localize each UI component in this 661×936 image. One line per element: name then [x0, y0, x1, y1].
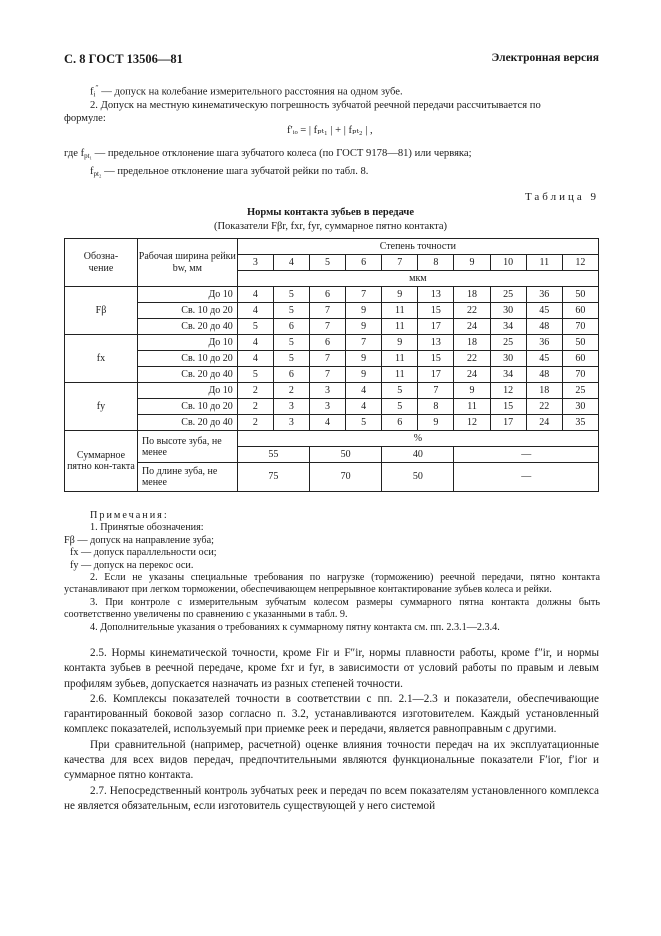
value-cell: 8	[418, 399, 454, 415]
height-val-9-12: —	[454, 447, 599, 463]
table-row	[65, 303, 599, 319]
value-cell: 36	[526, 287, 562, 303]
value-cell: 35	[562, 415, 598, 431]
table-row	[65, 399, 599, 415]
where-line1: где $f_{pt_1}$ — предельное отклонение шага зубчатого колеса (по ГОСТ 9178—81) или червяка;	[64, 148, 472, 160]
value-cell: 11	[382, 319, 418, 335]
value-cell: 60	[562, 351, 598, 367]
note-1c: fy — допуск на перекос оси.	[70, 559, 194, 571]
value-cell: 25	[490, 287, 526, 303]
value-cell: 30	[490, 351, 526, 367]
table-subtitle: (Показатели Fβr, fxr, fyr, суммарное пятно контакта)	[213, 221, 448, 232]
value-cell: 3	[273, 415, 309, 431]
value-cell: 6	[273, 319, 309, 335]
value-cell: 9	[346, 319, 382, 335]
note-1a: Fβ — допуск на направление зуба;	[64, 534, 214, 546]
value-cell: 11	[382, 367, 418, 383]
group-symbol: fy	[65, 383, 138, 431]
value-cell: 17	[418, 319, 454, 335]
table-row	[65, 335, 599, 351]
width-range: Св. 20 до 40	[137, 319, 237, 335]
width-range: До 10	[137, 287, 237, 303]
value-cell: 50	[562, 335, 598, 351]
length-label: По длине зуба, не менее	[137, 463, 237, 492]
value-cell: 4	[346, 399, 382, 415]
value-cell: 7	[309, 319, 345, 335]
value-cell: 24	[454, 319, 490, 335]
value-cell: 6	[273, 367, 309, 383]
value-cell: 9	[346, 303, 382, 319]
degree-header: 9	[454, 255, 490, 271]
value-cell: 2	[237, 383, 273, 399]
value-cell: 4	[237, 335, 273, 351]
value-cell: 9	[418, 415, 454, 431]
height-label: По высоте зуба, не менее	[137, 431, 237, 463]
value-cell: 6	[382, 415, 418, 431]
body-text	[64, 646, 599, 814]
table-row	[65, 383, 599, 399]
para-2-5: 2.5. Нормы кинематической точности, кроме Fir и F″ir, нормы плавности работы, кроме f″ir, и нормы контакта зубьев в реечной передаче, кроме fxr и fyr, в зависимости от условий работы по правым и левым профилям зубьев, допускается назначать из разных степеней точности.	[64, 647, 599, 690]
value-cell: 11	[454, 399, 490, 415]
group-symbol: Fβ	[65, 287, 138, 335]
where-line2: $f_{pt_2}$ — предельное отклонение шага зубчатой рейки по табл. 8.	[90, 166, 369, 178]
table-row	[65, 415, 599, 431]
value-cell: 9	[454, 383, 490, 399]
degree-header: 8	[418, 255, 454, 271]
table-row	[65, 351, 599, 367]
value-cell: 7	[309, 367, 345, 383]
value-cell: 13	[418, 335, 454, 351]
value-cell: 12	[454, 415, 490, 431]
value-cell: 2	[273, 383, 309, 399]
width-range: До 10	[137, 335, 237, 351]
value-cell: 7	[346, 335, 382, 351]
value-cell: 6	[309, 287, 345, 303]
value-cell: 5	[273, 303, 309, 319]
value-cell: 7	[309, 351, 345, 367]
value-cell: 34	[490, 319, 526, 335]
page-header-right: Электронная версия	[491, 52, 599, 64]
value-cell: 5	[237, 319, 273, 335]
value-cell: 4	[309, 415, 345, 431]
width-range: До 10	[137, 383, 237, 399]
table-row	[65, 367, 599, 383]
value-cell: 24	[454, 367, 490, 383]
width-range: Св. 10 до 20	[137, 399, 237, 415]
percent-label: %	[237, 431, 598, 447]
header-unit: мкм	[237, 271, 598, 287]
width-range: Св. 10 до 20	[137, 351, 237, 367]
height-val-5-6: 50	[309, 447, 381, 463]
para2-line2: формуле:	[64, 113, 106, 124]
value-cell: 2	[237, 399, 273, 415]
value-cell: 11	[382, 303, 418, 319]
value-cell: 4	[346, 383, 382, 399]
table-title: Нормы контакта зубьев в передаче	[247, 207, 414, 218]
width-range: Св. 20 до 40	[137, 415, 237, 431]
para2-line1: 2. Допуск на местную кинематическую погрешность зубчатой реечной передачи рассчитывается по	[90, 100, 541, 111]
degree-header: 10	[490, 255, 526, 271]
value-cell: 18	[526, 383, 562, 399]
header-width: Рабочая ширина рейки bw, мм	[137, 239, 237, 287]
value-cell: 45	[526, 351, 562, 367]
value-cell: 5	[382, 383, 418, 399]
value-cell: 4	[237, 287, 273, 303]
value-cell: 2	[237, 415, 273, 431]
table-row	[65, 287, 599, 303]
value-cell: 18	[454, 287, 490, 303]
value-cell: 17	[490, 415, 526, 431]
length-val-7-8: 50	[382, 463, 454, 492]
degree-header: 12	[562, 255, 598, 271]
value-cell: 60	[562, 303, 598, 319]
length-val-9-12: —	[454, 463, 599, 492]
degree-header: 11	[526, 255, 562, 271]
para-compare: При сравнительной (например, расчетной) оценке влияния точности передач на их эксплуатационные качества для всех видов передач, предпочтительными являются функциональные показатели F′ior, f′ior и суммарное пятно контакта.	[64, 738, 599, 782]
value-cell: 70	[562, 319, 598, 335]
contact-label: Суммарное пятно кон-такта	[65, 431, 138, 492]
value-cell: 5	[273, 335, 309, 351]
para-2-6: 2.6. Комплексы показателей точности в соответствии с пп. 2.1—2.3 и показатели, обеспечивающие гарантированный боковой зазор согласно п. 3.2, устанавливаются изготовителем. Каждый установленный комплекс показателей, используемый при приемке реек и передачи, является равноправным с другими.	[64, 692, 599, 736]
value-cell: 3	[273, 399, 309, 415]
value-cell: 7	[418, 383, 454, 399]
degree-header: 7	[382, 255, 418, 271]
value-cell: 7	[309, 303, 345, 319]
degree-header: 3	[237, 255, 273, 271]
value-cell: 4	[237, 303, 273, 319]
accuracy-table	[64, 238, 599, 492]
height-val-3-4: 55	[237, 447, 309, 463]
value-cell: 9	[382, 335, 418, 351]
value-cell: 3	[309, 399, 345, 415]
value-cell: 13	[418, 287, 454, 303]
width-range: Св. 10 до 20	[137, 303, 237, 319]
degree-header: 5	[309, 255, 345, 271]
note-4: 4. Дополнительные указания о требованиях к суммарному пятну контакта см. пп. 2.3.1—2.3.4.	[90, 621, 500, 633]
value-cell: 22	[454, 351, 490, 367]
value-cell: 45	[526, 303, 562, 319]
notes-title: Примечания:	[90, 510, 169, 521]
value-cell: 3	[309, 383, 345, 399]
value-cell: 34	[490, 367, 526, 383]
value-cell: 17	[418, 367, 454, 383]
value-cell: 9	[346, 351, 382, 367]
table-label: Таблица 9	[524, 191, 599, 203]
value-cell: 70	[562, 367, 598, 383]
value-cell: 30	[562, 399, 598, 415]
height-val-7-8: 40	[382, 447, 454, 463]
value-cell: 36	[526, 335, 562, 351]
width-range: Св. 20 до 40	[137, 367, 237, 383]
value-cell: 18	[454, 335, 490, 351]
header-degree: Степень точности	[237, 239, 598, 255]
degree-header: 6	[346, 255, 382, 271]
value-cell: 5	[237, 367, 273, 383]
notes-block	[64, 510, 600, 634]
value-cell: 11	[382, 351, 418, 367]
value-cell: 9	[346, 367, 382, 383]
note-2: 2. Если не указаны специальные требования по нагрузке (торможению) реечной передачи, пятно контакта устанавливают при легком торможении, обеспечивающем непрерывное контактирование зубьев колеса и рейки.	[64, 572, 600, 596]
length-val-3-4: 75	[237, 463, 309, 492]
value-cell: 4	[237, 351, 273, 367]
value-cell: 48	[526, 319, 562, 335]
note-1b: fx — допуск параллельности оси;	[70, 547, 217, 559]
page-header-left: С. 8 ГОСТ 13506—81	[64, 52, 183, 66]
value-cell: 15	[490, 399, 526, 415]
value-cell: 5	[382, 399, 418, 415]
value-cell: 5	[273, 351, 309, 367]
value-cell: 30	[490, 303, 526, 319]
degree-header: 4	[273, 255, 309, 271]
value-cell: 22	[526, 399, 562, 415]
value-cell: 22	[454, 303, 490, 319]
value-cell: 12	[490, 383, 526, 399]
note-1: 1. Принятые обозначения:	[90, 522, 204, 534]
para-2-7: 2.7. Непосредственный контроль зубчатых реек и передач по всем показателям установленного комплекса не является обязательным, если изготовитель существующей у него системой	[64, 784, 599, 812]
length-val-5-6: 70	[309, 463, 381, 492]
value-cell: 5	[273, 287, 309, 303]
table-row	[65, 319, 599, 335]
value-cell: 25	[490, 335, 526, 351]
formula: f′ᵢₒ = | fₚₜ₁ | + | fₚₜ₂ | ,	[287, 125, 373, 136]
value-cell: 15	[418, 351, 454, 367]
value-cell: 15	[418, 303, 454, 319]
value-cell: 9	[382, 287, 418, 303]
value-cell: 50	[562, 287, 598, 303]
value-cell: 25	[562, 383, 598, 399]
value-cell: 48	[526, 367, 562, 383]
value-cell: 24	[526, 415, 562, 431]
value-cell: 7	[346, 287, 382, 303]
value-cell: 6	[309, 335, 345, 351]
group-symbol: fx	[65, 335, 138, 383]
header-designation: Обозна- чение	[65, 239, 138, 287]
note-3: 3. При контроле с измерительным зубчатым колесом размеры суммарного пятна контакта должны быть соответственно увеличены по сравнению с указанными в табл. 9.	[64, 596, 600, 621]
intro-line1: $f_i''$ — допуск на колебание измерительного расстояния на одном зубе.	[90, 84, 403, 99]
value-cell: 5	[346, 415, 382, 431]
